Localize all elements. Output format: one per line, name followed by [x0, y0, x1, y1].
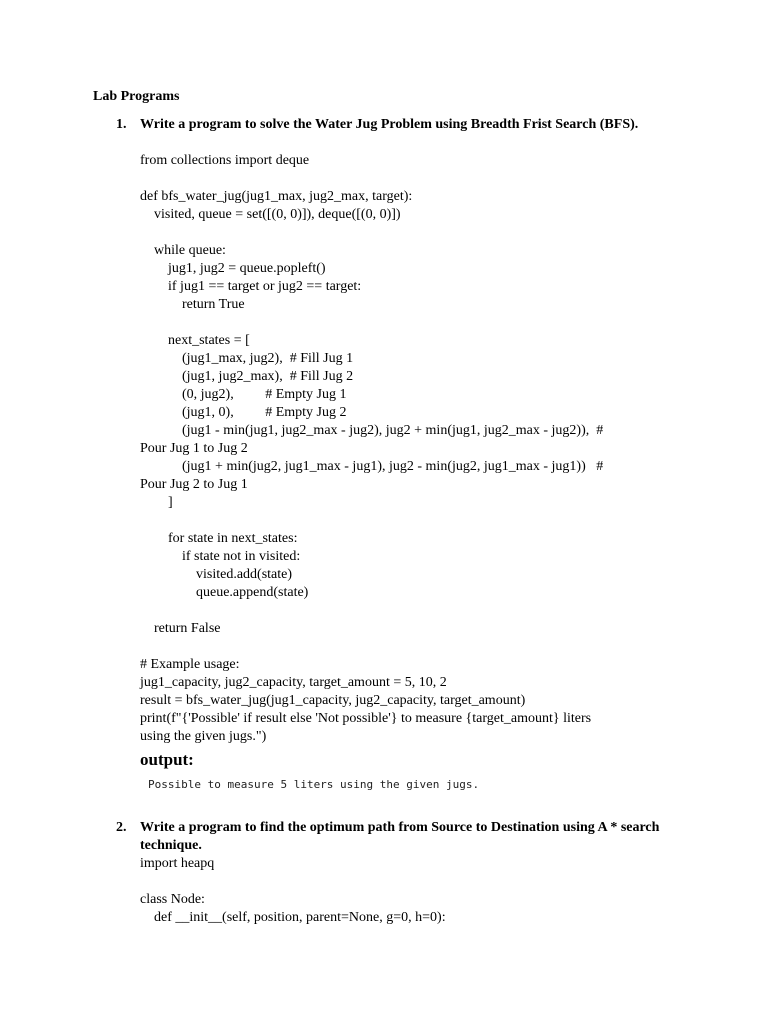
item-2-number: 2.: [116, 820, 127, 835]
item-2-title: Write a program to find the optimum path from Source to Destination using A * search technique.: [140, 820, 660, 853]
item1-code-line: queue.append(state): [140, 585, 309, 600]
output-label: output:: [140, 750, 194, 769]
item1-code-line: (jug1 - min(jug1, jug2_max - jug2), jug2 + min(jug1, jug2_max - jug2)), #: [140, 423, 604, 438]
item2-code-line: import heapq: [140, 856, 215, 871]
item1-code-line: for state in next_states:: [140, 531, 298, 546]
item1-code-line: next_states = [: [140, 333, 250, 348]
item-1-code-block: [140, 152, 660, 746]
item1-code-line: (jug1, jug2_max), # Fill Jug 2: [140, 369, 354, 384]
item1-code-line: if jug1 == target or jug2 == target:: [140, 279, 362, 294]
item2-code-line: class Node:: [140, 892, 205, 907]
item1-code-line: def bfs_water_jug(jug1_max, jug2_max, target):: [140, 189, 413, 204]
item1-code-line: ]: [140, 495, 173, 510]
item1-code-line: [140, 512, 660, 530]
item1-code-line: if state not in visited:: [140, 549, 301, 564]
item1-code-line: from collections import deque: [140, 153, 310, 168]
item1-code-line: result = bfs_water_jug(jug1_capacity, jug2_capacity, target_amount): [140, 693, 526, 708]
item1-code-line: return False: [140, 621, 221, 636]
item-2-code-block: [140, 855, 660, 927]
item-1-title: Write a program to solve the Water Jug Problem using Breadth Frist Search (BFS).: [140, 117, 639, 132]
item1-code-line: [140, 638, 660, 656]
item1-code-line: using the given jugs."): [140, 729, 267, 744]
item1-code-line: # Example usage:: [140, 657, 240, 672]
item1-code-line: Pour Jug 2 to Jug 1: [140, 477, 248, 492]
item-1-number: 1.: [116, 117, 127, 132]
item1-code-line: jug1_capacity, jug2_capacity, target_amount = 5, 10, 2: [140, 675, 447, 690]
item1-code-line: return True: [140, 297, 245, 312]
item1-code-line: [140, 602, 660, 620]
console-output: Possible to measure 5 liters using the given jugs.: [148, 778, 480, 791]
item1-code-line: visited, queue = set([(0, 0)]), deque([(0, 0)]): [140, 207, 401, 222]
item1-code-line: (jug1_max, jug2), # Fill Jug 1: [140, 351, 354, 366]
item2-code-line: def __init__(self, position, parent=None, g=0, h=0):: [140, 910, 446, 925]
item1-code-line: jug1, jug2 = queue.popleft(): [140, 261, 326, 276]
item1-code-line: (jug1, 0), # Empty Jug 2: [140, 405, 347, 420]
item1-code-line: (0, jug2), # Empty Jug 1: [140, 387, 347, 402]
item1-code-line: print(f"{'Possible' if result else 'Not possible'} to measure {target_amount} liters: [140, 711, 592, 726]
item1-code-line: [140, 314, 660, 332]
item1-code-line: Pour Jug 1 to Jug 2: [140, 441, 248, 456]
item2-code-line: [140, 873, 660, 891]
page-heading: Lab Programs: [93, 89, 180, 104]
item1-code-line: [140, 170, 660, 188]
item1-code-line: [140, 224, 660, 242]
item1-code-line: (jug1 + min(jug2, jug1_max - jug1), jug2 - min(jug2, jug1_max - jug1)) #: [140, 459, 604, 474]
item1-code-line: while queue:: [140, 243, 226, 258]
item1-code-line: visited.add(state): [140, 567, 293, 582]
